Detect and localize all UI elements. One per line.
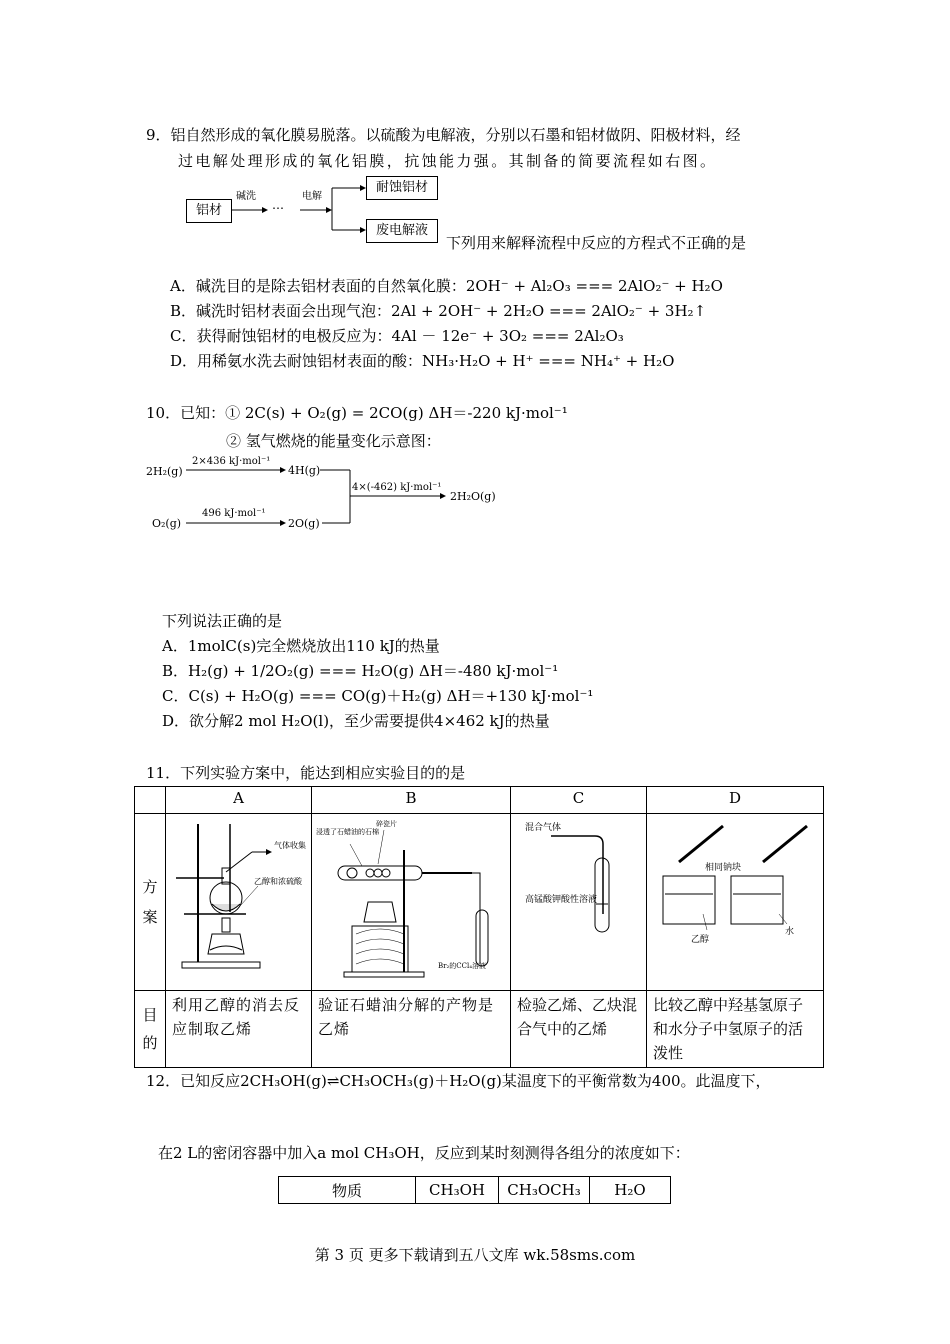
label-c-gas: 混合气体	[525, 823, 562, 833]
header-b: B	[312, 787, 511, 814]
q9-option-d: D．用稀氨水洗去耐蚀铝材表面的酸：NH₃·H₂O + H⁺ === NH₄⁺ + H₂O	[170, 352, 675, 370]
table-header-row	[135, 787, 824, 814]
purpose-b: 验证石蜡油分解的产物是乙烯	[312, 991, 511, 1068]
q12-table	[278, 1176, 671, 1204]
diagram-h-atom: 4H(g)	[288, 464, 321, 477]
q11-stem: 11．下列实验方案中，能达到相应实验目的的是	[146, 764, 466, 782]
q12-line1: 12．已知反应2CH₃OH(g)⇌CH₃OCH₃(g)＋H₂O(g)某温度下的平衡常数为400。此温度下，	[146, 1072, 771, 1090]
q10-line1: 10．已知：① 2C(s) + O₂(g) = 2CO(g) ΔH＝-220 kJ·mol⁻¹	[146, 404, 568, 422]
flow-out2-box: 废电解液	[366, 219, 438, 243]
flow-start-box: 铝材	[186, 199, 232, 223]
diagram-o2-energy: 496 kJ·mol⁻¹	[202, 508, 266, 519]
q9-line1: 9．铝自然形成的氧化膜易脱落。以硫酸为电解液，分别以石墨和铝材做阴、阳极材料，经	[146, 126, 741, 144]
label-b-br2: Br₂的CCl₄溶液	[438, 962, 487, 970]
label-d-same: 相同钠块	[705, 863, 742, 873]
apparatus-c	[511, 814, 647, 991]
header-c: C	[511, 787, 647, 814]
flow-step2: 电解	[302, 191, 322, 202]
header-empty	[135, 787, 166, 814]
conc-header-row	[279, 1177, 671, 1204]
q10-option-c: C．C(s) + H₂O(g) === CO(g)＋H₂(g) ΔH＝+130 kJ·mol⁻¹	[162, 687, 594, 705]
apparatus-a	[166, 814, 312, 991]
label-b-porcelain: 碎瓷片	[376, 820, 397, 828]
diagram-h2: 2H₂(g)	[146, 465, 183, 478]
flow-out1-box: 耐蚀铝材	[366, 176, 438, 200]
label-a-reagent: 乙醇和浓硫酸	[254, 877, 302, 886]
conc-header-h2o: H₂O	[590, 1177, 671, 1204]
header-a: A	[166, 787, 312, 814]
label-d-ethanol: 乙醇	[691, 935, 710, 945]
label-a-gas: 气体收集	[274, 841, 306, 850]
conc-header-substance: 物质	[279, 1177, 416, 1204]
q10-option-d: D．欲分解2 mol H₂O(l)，至少需要提供4×462 kJ的热量	[162, 712, 550, 730]
q10-line2: ② 氢气燃烧的能量变化示意图：	[226, 432, 441, 450]
conc-header-ch3oh: CH₃OH	[416, 1177, 499, 1204]
label-c-kmno4: 高锰酸钾酸性溶液	[525, 895, 598, 905]
flow-dots: …	[272, 198, 284, 212]
row-label-plan: 方案	[135, 814, 166, 991]
q9-stem: 下列用来解释流程中反应的方程式不正确的是	[446, 234, 747, 252]
diagram-product: 2H₂O(g)	[450, 490, 496, 503]
q9-option-a: A．碱洗目的是除去铝材表面的自然氧化膜：2OH⁻ + Al₂O₃ === 2AlO₂⁻ + H₂O	[170, 277, 723, 295]
purpose-c: 检验乙烯、乙炔混合气中的乙烯	[511, 991, 647, 1068]
flow-arrows	[230, 180, 370, 240]
q9-option-c: C．获得耐蚀铝材的电极反应为：4Al － 12e⁻ + 3O₂ === 2Al₂O₃	[170, 327, 624, 345]
q11-table	[134, 786, 824, 1068]
q10-option-b: B．H₂(g) + 1/2O₂(g) === H₂O(g) ΔH＝-480 kJ·mol⁻¹	[162, 662, 559, 680]
q9-line2: 过电解处理形成的氧化铝膜，抗蚀能力强。其制备的简要流程如右图。	[178, 152, 718, 170]
q9-option-b: B．碱洗时铝材表面会出现气泡：2Al + 2OH⁻ + 2H₂O === 2AlO₂⁻ + 3H₂↑	[170, 302, 707, 320]
purpose-a: 利用乙醇的消去反应制取乙烯	[166, 991, 312, 1068]
label-b-soaked: 浸透了石蜡油的石棉	[316, 828, 379, 836]
table-row-plan	[135, 814, 824, 991]
conc-header-ch3och3: CH₃OCH₃	[499, 1177, 590, 1204]
table-row-purpose	[135, 991, 824, 1068]
q10-energy-diagram	[140, 452, 520, 532]
flow-step1: 碱洗	[236, 191, 256, 202]
row-label-purpose: 目的	[135, 991, 166, 1068]
diagram-h2-energy: 2×436 kJ·mol⁻¹	[192, 456, 271, 467]
q10-option-a: A．1molC(s)完全燃烧放出110 kJ的热量	[162, 637, 440, 655]
page-footer: 第 3 页 更多下载请到五八文库 wk.58sms.com	[314, 1246, 636, 1264]
q12-line2: 在2 L的密闭容器中加入a mol CH₃OH，反应到某时刻测得各组分的浓度如下：	[158, 1144, 690, 1162]
purpose-d: 比较乙醇中羟基氢原子和水分子中氢原子的活泼性	[647, 991, 824, 1068]
label-d-water: 水	[785, 927, 795, 937]
diagram-o-atom: 2O(g)	[288, 517, 320, 530]
apparatus-b	[312, 814, 511, 991]
apparatus-d	[647, 814, 824, 991]
diagram-o2: O₂(g)	[152, 517, 182, 530]
diagram-bond-energy: 4×(-462) kJ·mol⁻¹	[352, 482, 442, 493]
q10-stem: 下列说法正确的是	[162, 612, 283, 630]
header-d: D	[647, 787, 824, 814]
